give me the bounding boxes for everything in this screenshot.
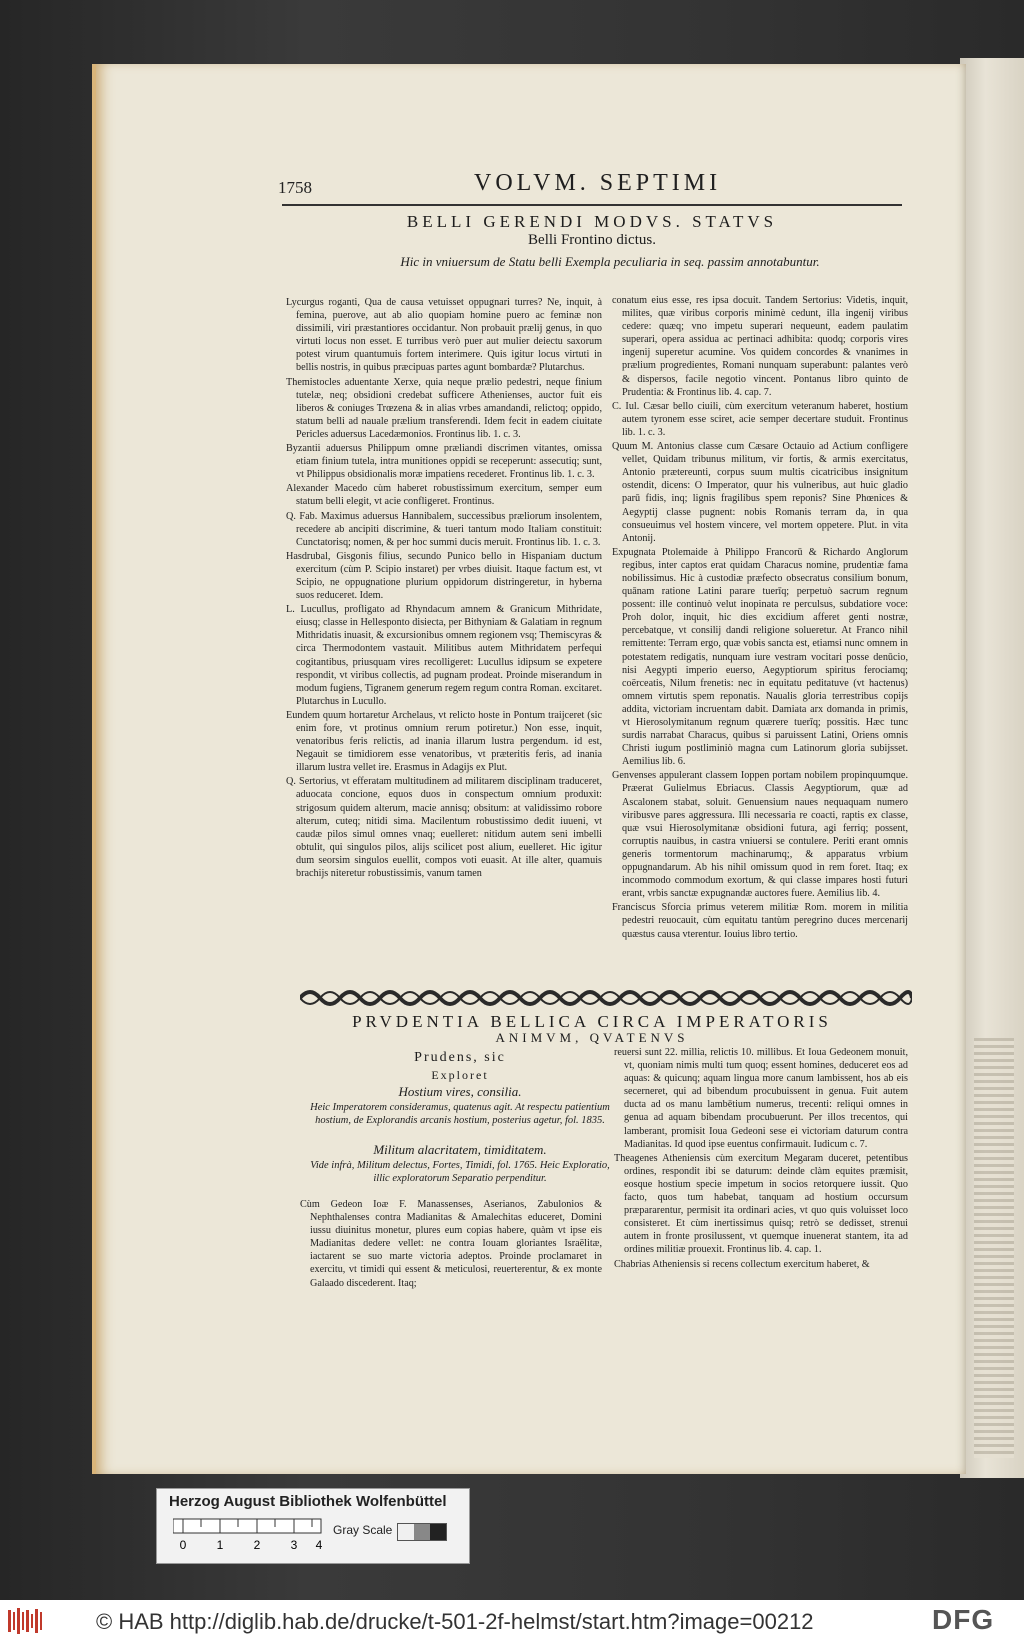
hab-barcode-icon: [6, 1606, 46, 1636]
ruler-scale: [173, 1517, 323, 1557]
scale-tick-label: 2: [253, 1538, 261, 1552]
header-rule: [282, 204, 902, 206]
paragraph: Lycurgus roganti, Qua de causa vetuisset oppugnari turres? Ne, inquit, à femina, puerove, aut ab alio quopiam homine puero ac feminæ non dissimili, viri præstantiores occidantur. Non probauit prælij genus, in quo virtuti locus non esset. E turribus verò puer aut mulier deiectu saxorum potest virum quantumuis fortem interimere. Quis igitur locus virtuti in bellis nostris, in quibus præcipuas partes agunt bombardæ? Plutarchus.: [286, 297, 602, 374]
scale-tick-label: 3: [290, 1538, 298, 1552]
dfg-logo: DFG: [932, 1604, 995, 1635]
paragraph: Hasdrubal, Gisgonis filius, secundo Punico bello in Hispaniam ductum exercitum (cùm P. Scipio instaret) per vrbes diuisit. Itaque factum est, vt Scipio, ne oppugnatione plurium oppidorum distringeretur, in hyberna suos reduceret. Idem.: [286, 550, 602, 602]
paragraph: Cùm Gedeon Ioæ F. Manassenses, Aserianos, Zabulonios & Nephthalenses contra Madianitas & Amalechitas educeret, Domini iussu diuinitus monetur, plures eum copias habere, quàm vt ipse eis Madianitas dedere vellet: ne contra Iouam gloriantes Israëlitæ, iactarent se suo marte victoria adeptos. Proinde proclamaret in exercitu, vt timidi qui essent & meticulosi, reuerterentur, & ex monte Galaado discederent. Itaq;: [300, 1199, 602, 1289]
column-right-bottom: [614, 1046, 908, 1318]
section-subtitle: Belli Frontino dictus.: [528, 232, 656, 248]
paragraph: Expugnata Ptolemaide à Philippo Francorū & Richardo Anglorum regibus, inter captos erat quidam Characus nomine, prudentiæ fama nobilissimus. Hic à custodiæ præfecto obsecratus consilium bonum, quānam ratione Latini parare tuerīq; perpetuò sacrum regnum possent: ille continuò velut inopinata re perculsus, subdatiore voce: Proh dolor, inquit, hic dies excidium afferet genti nostræ, percebatque, vt consilij dandi religione solueretur. At Franco nihil remittente: Terram ergo, quæ vobis sancta est, etiamsi nunc omnem in potestatem redigatis, nunquam iure vestram vocitari posse denūcio, nisi Aegypti imperio euerso, Aegyptiorum spiritus ferociamq; coërceatis, Nilum frenetis: nec in equitatu peditatuve (vt hactenus) omnem virtutis spem reponatis. Naualis gloria terrestribus copijs addita, victoriam incruentam dabit. Damiata arx domanda in primis, vt Hierosolymitanum regnum quærere tuerīq; possitis. Hæc tunc surdis narrabat Characus, quibus si paruissent Latini, Oriens omnis Christi iugum postliminiò magna cum Latinorum gloria subijsset. Aemilius lib. 6.: [612, 546, 908, 768]
adjacent-page-edge: [960, 58, 1024, 1478]
paragraph: Byzantii aduersus Philippum omne præliandi discrimen vitantes, omissa etiam finium tutela, intra munitiones oppidi se receperunt: assecutiq; sunt, vt Philippus obsidionalis moræ impatiens recederet. Frontinus lib. 1. c. 3.: [286, 443, 602, 481]
paragraph: C. Iul. Cæsar bello ciuili, cùm exercitum veteranum haberet, hostium autem tyronem esse sciret, acie semper decertare studuit. Frontinus lib. 1. c. 3.: [612, 400, 908, 438]
column-right-top: [612, 294, 908, 972]
scale-tick-label: 1: [216, 1538, 224, 1552]
paragraph: Q. Sertorius, vt efferatam multitudinem ad militarem disciplinam traduceret, aduocata concione, equos duos in conspectum omnium produxit: strigosum quidem alterum, macie annisq; obsitum: at validissimo robore alterum, cuteq; nitidi sima. Macilentum robustissimo dedit iuueni, vt caudæ pilos simul omnes vnaq; euelleret: nitidum autem seni imbelli obtulit, qui singulos pilos, alijs scilicet post alium, euelleret. Hic igitur dum seorsim singulos euellit, compos voti euasit. At ille alter, quamuis brachijs niteretur robustissimis, vanum tamen: [286, 776, 602, 880]
column-left-top: [286, 296, 602, 972]
paragraph: Eundem quum hortaretur Archelaus, vt relicto hoste in Pontum traijceret (sic enim fore, vt protinus omnium rerum potiretur.) Non esse, inquit, venatoribus feris relictis, ad inania illarum lustra pergendum. id est, Negauit se timidiorem esse venatoribus, vt præteritis feris, ad inania illarum lustra vellet ire. Erasmus in Adagijs ex Plut.: [286, 709, 602, 774]
section2-title: PRVDENTIA BELLICA CIRCA IMPERATORIS: [352, 1012, 832, 1031]
section2-title2: ANIMVM, QVATENVS: [495, 1030, 689, 1045]
column-left-bottom: [300, 1198, 602, 1318]
paragraph: Alexander Macedo cùm haberet robustissimum exercitum, semper eum statum belli elegit, vt acie confligeret. Frontinus.: [286, 483, 602, 508]
running-title: VOLVM. SEPTIMI: [474, 170, 722, 196]
scale-tick-label: 0: [179, 1538, 187, 1552]
paragraph: Chabrias Atheniensis si recens collectum exercitum haberet, &: [614, 1258, 870, 1270]
library-name: Herzog August Bibliothek Wolfenbüttel: [169, 1493, 447, 1510]
library-label: [156, 1488, 470, 1564]
footer-bar: [0, 1600, 1024, 1642]
footer-copyright: © HAB http://diglib.hab.de/drucke/t-501-2f-helmst/start.htm?image=00212: [96, 1609, 814, 1634]
page-number: 1758: [278, 178, 312, 197]
gray-swatches: [397, 1523, 447, 1541]
section2-sub1: Prudens, sic: [414, 1050, 506, 1065]
paragraph: Q. Fab. Maximus aduersus Hannibalem, successibus præliorum insolentem, recedere ab ancipiti discrimine, & tueri tantum modo Italiam constituit: Cunctatorisq; nomen, & per hoc summi ducis meruit. Frontinus lib. 1. c. 3.: [286, 510, 602, 548]
page-header: [278, 170, 904, 204]
section-title: BELLI GERENDI MODVS. STATVS: [406, 212, 778, 231]
paragraph: L. Lucullus, profligato ad Rhyndacum amnem & Granicum Mithridate, eiusq; classe in Hellesponto disiecta, per Bithyniam & Galatiam in regnum Mithridatis inuasit, & excursionibus omnem regionem vsq; Themiscyras & circa Thermodontem vastauit. Militibus autem Mithridatem perfequi cogitantibus, priusquam vires recolligeret: Lucullus idipsum se expetere respondit, vt viribus collectis, ad pugnam prodeat. Proinde miserandum in modum fugiens, Tigranem generum regem regum contra Roman. excitaret. Plutarchus in Lucullo.: [286, 604, 602, 707]
paragraph: reuersi sunt 22. millia, relictis 10. millibus. Et Ioua Gedeonem monuit, vt, quoniam nimis multi tum quoq; essent homines, deduceret eos ad aquas: & quicunq; aquam lingua more canum lambissent, hos ab eis secerneret, qui ad bibendum procubuissent in genua. Fuit autem ducta ad os manu lambētium numerus, trecenti: reliqui omnes in genua ad aquam bibendam procubuerunt. Per illos trecentos, qui lamberant, promisit Ioua Gedeoni sese ei victoriam daturum contra Madianitas. Id quod ipse euentus confirmauit. Iudicum c. 7.: [614, 1047, 908, 1150]
section2-sub2: Exploret: [431, 1068, 489, 1082]
paragraph: Genvenses appulerant classem Ioppen portam nobilem propinquumque. Præerat Gulielmus Ebriacus. Classis Aegyptiorum, quæ ad Ascalonem stabat, soluit. Genuensium naues nequaquam numero viribusve pares aggressura. Illi necessaria re coacti, raptis ex classe, quæ vsui Hierosolymitanæ obsidioni futura, agi ferriq; possent, corruptis nauibus, in castra vniuersi se contulere. Periti erant omnis generis tormentorum machinarumq;, & apparatus vrbium oppugnandarum. Ab his nihil omissum quod in rem foret. Itaq; ex incommodo commodum exortum, & qui classe impares hosti futuri erant, vrbis sanctæ expugnandæ auctores fuere. Aemilius lib. 4.: [612, 770, 908, 900]
paragraph: Quum M. Antonius classe cum Cæsare Octauio ad Actium confligere vellet, Quidam tribunus militum, vir fortis, & armis exercitatus, Antonio prætereunti, corpus suum multis cicatricibus insignitum ostendit, dicens: O Imperator, quur his vulneribus, aut huic gladio parū fidis, inq; lignis fragilibus spem reponis? Sine Phœnices & Aegyptij classe pugnent: nobis Romanis terram da, in qua consueuimus vel hostem vincere, vel mortem oppetere. Plut. in vita Antonij.: [612, 441, 908, 544]
section2-sub3: Hostium vires, consilia.: [398, 1084, 522, 1099]
section2-note1: Heic Imperatorem consideramus, quatenus agit. At respectu patientium hostium, de Explorandis arcanis hostium, posterius agetur, fol. 1835.: [310, 1102, 610, 1126]
paragraph: Theagenes Atheniensis cùm exercitum Megaram duceret, petentibus ordines, respondit ibi se daturum: deinde clàm equites præmisit, eosque hostium specie impetum in socios retorquere iussit. Quo facto, quos tum habebat, tanquam ad hostium occursum præpararentur, permisit ita ordinari acies, vt quo quis voluisset loco consisteret. Et cùm inertissimus quisq; retrò se dedisset, strenui autem in fronte prosilussent, vt quemque inuenerat stantem, ita ad ordines militiæ prouexit. Frontinus lib. 4. cap. 1.: [614, 1152, 908, 1256]
scale-tick-label: 4: [315, 1538, 323, 1552]
paragraph: conatum eius esse, res ipsa docuit. Tandem Sertorius: Videtis, inquit, milites, quæ viribus corporis minimè cedunt, illa ingenij viribus cedere: quæq; vno impetu superari nequeunt, eadem paulatim superari, opera assidua ac pertinaci adhibita: quodq; corporis vires ingenij superetur acumine. Vos quidem concordes & vnanimes in prælium progredientes, Romani nunquam superabunt: palantes verò & dispersos, facile negotio vincent. Pontanus libro quinto de Prudentia: & Frontinus lib. 4. cap. 7.: [612, 295, 908, 398]
section2-sub4: Militum alacritatem, timiditatem.: [373, 1142, 547, 1157]
paragraph: Themistocles aduentante Xerxe, quia neque prælio pedestri, neque finium tutelæ, neq; obsidioni credebat sufficere Athenienses, auctor fuit eis liberos & coniuges Trœzena & in alias vrbes amandandi, relictoq; oppido, statum belli ad nauale prælium transferendi. Idem fecit in eadem ciuitate Pericles aduersus Lacedæmonios. Frontinus lib. 1. c. 3.: [286, 376, 602, 440]
section2-note2: Vide infrà, Militum delectus, Fortes, Timidi, fol. 1765. Heic Exploratio, illic exploratorum Separatio perpenditur.: [310, 1160, 610, 1184]
gray-scale-label: Gray Scale: [333, 1523, 393, 1537]
ornament-band: [300, 984, 912, 1012]
paragraph: Franciscus Sforcia primus veterem militiæ Rom. morem in militia pedestri reuocauit, cùm equitatu tantùm peregrino duces mercenarij quæstus causa vterentur. Iouius libro tertio.: [612, 902, 908, 940]
section-note: Hic in vniuersum de Statu belli Exempla peculiaria in seq. passim annotabuntur.: [400, 254, 820, 269]
